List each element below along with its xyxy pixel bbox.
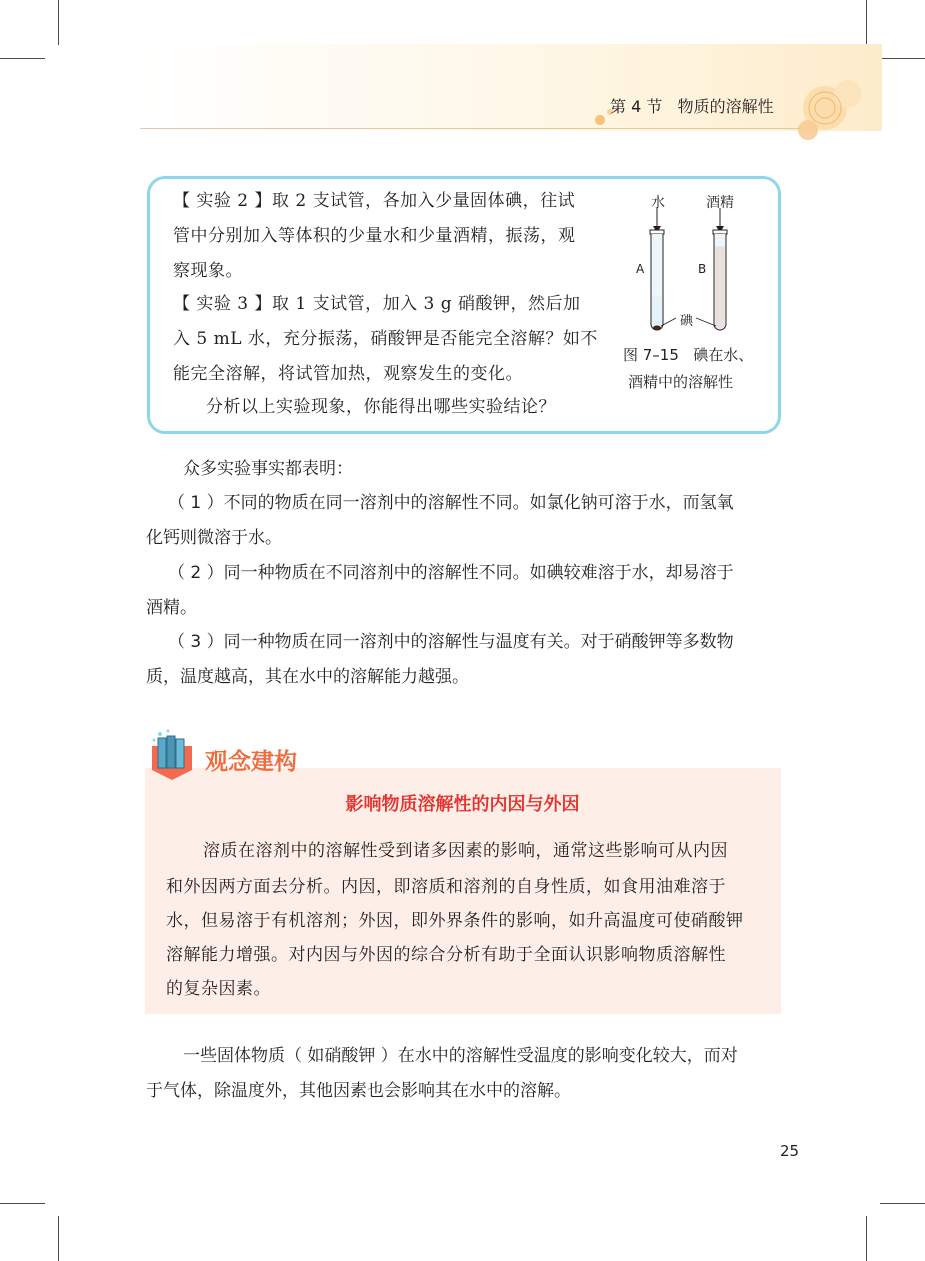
figure-caption-line-1: 图 7–15 碘在水、 xyxy=(623,346,754,364)
concept-subtitle: 影响物质溶解性的内因与外因 xyxy=(345,794,580,815)
crop-mark xyxy=(58,1216,59,1261)
figure-caption-line-2: 酒精中的溶解性 xyxy=(628,373,734,391)
books-icon xyxy=(146,726,202,784)
concept-line-2: 和外因两方面去分析。内因，即溶质和溶剂的自身性质，如食用油难溶于 xyxy=(166,877,726,897)
exp3-line-3: 能完全溶解，将试管加热，观察发生的变化。 xyxy=(173,364,523,384)
body-item-3-line-1: （ 3 ）同一种物质在同一溶剂中的溶解性与温度有关。对于硝酸钾等多数物 xyxy=(168,632,734,652)
exp3-line-1: 【 实验 3 】取 1 支试管，加入 3 g 硝酸钾，然后加 xyxy=(173,294,581,314)
body-item-1-line-2: 化钙则微溶于水。 xyxy=(146,528,282,548)
crop-mark xyxy=(866,0,867,45)
body-item-3-line-2: 质，温度越高，其在水中的溶解能力越强。 xyxy=(146,667,469,687)
figure-label-alcohol: 酒精 xyxy=(706,195,734,211)
exp2-line-2: 管中分别加入等体积的少量水和少量酒精，振荡，观 xyxy=(173,226,576,246)
section-title: 第 4 节 物质的溶解性 xyxy=(610,97,774,116)
figure-label-water: 水 xyxy=(651,195,665,211)
closing-line-1: 一些固体物质（ 如硝酸钾 ）在水中的溶解性受温度的影响变化较大，而对 xyxy=(183,1046,738,1066)
concept-line-3: 水，但易溶于有机溶剂；外因，即外界条件的影响，如升高温度可使硝酸钾 xyxy=(166,911,744,931)
body-item-2-line-1: （ 2 ）同一种物质在不同溶剂中的溶解性不同。如碘较难溶于水，却易溶于 xyxy=(168,563,734,583)
figure-label-a: A xyxy=(636,262,645,276)
body-item-1-line-1: （ 1 ）不同的物质在同一溶剂中的溶解性不同。如氯化钠可溶于水，而氢氧 xyxy=(168,493,734,513)
body-item-2-line-2: 酒精。 xyxy=(146,598,197,618)
page-number: 25 xyxy=(780,1142,800,1160)
concept-line-5: 的复杂因素。 xyxy=(166,979,271,999)
body-intro: 众多实验事实都表明： xyxy=(183,459,353,479)
exp2-line-1: 【 实验 2 】取 2 支试管，各加入少量固体碘，往试 xyxy=(173,191,576,211)
concept-line-4: 溶解能力增强。对内因与外因的综合分析有助于全面认识影响物质溶解性 xyxy=(166,945,726,965)
figure-label-iodine: 碘 xyxy=(680,314,694,329)
crop-mark xyxy=(58,0,59,45)
crop-mark xyxy=(880,58,925,59)
exp3-line-2: 入 5 mL 水，充分振荡，硝酸钾是否能完全溶解？如不 xyxy=(173,329,598,349)
header-rule xyxy=(140,128,800,129)
concept-heading: 观念建构 xyxy=(205,749,297,775)
crop-mark xyxy=(0,1203,45,1204)
closing-line-2: 于气体，除温度外，其他因素也会影响其在水中的溶解。 xyxy=(146,1081,571,1101)
figure-label-b: B xyxy=(698,262,707,276)
crop-mark xyxy=(866,1216,867,1261)
exp2-line-3: 察现象。 xyxy=(173,261,243,281)
analysis-question: 分析以上实验现象，你能得出哪些实验结论？ xyxy=(206,397,556,417)
crop-mark xyxy=(0,58,45,59)
concept-line-1: 溶质在溶剂中的溶解性受到诸多因素的影响，通常这些影响可从内因 xyxy=(203,841,728,861)
crop-mark xyxy=(880,1203,925,1204)
